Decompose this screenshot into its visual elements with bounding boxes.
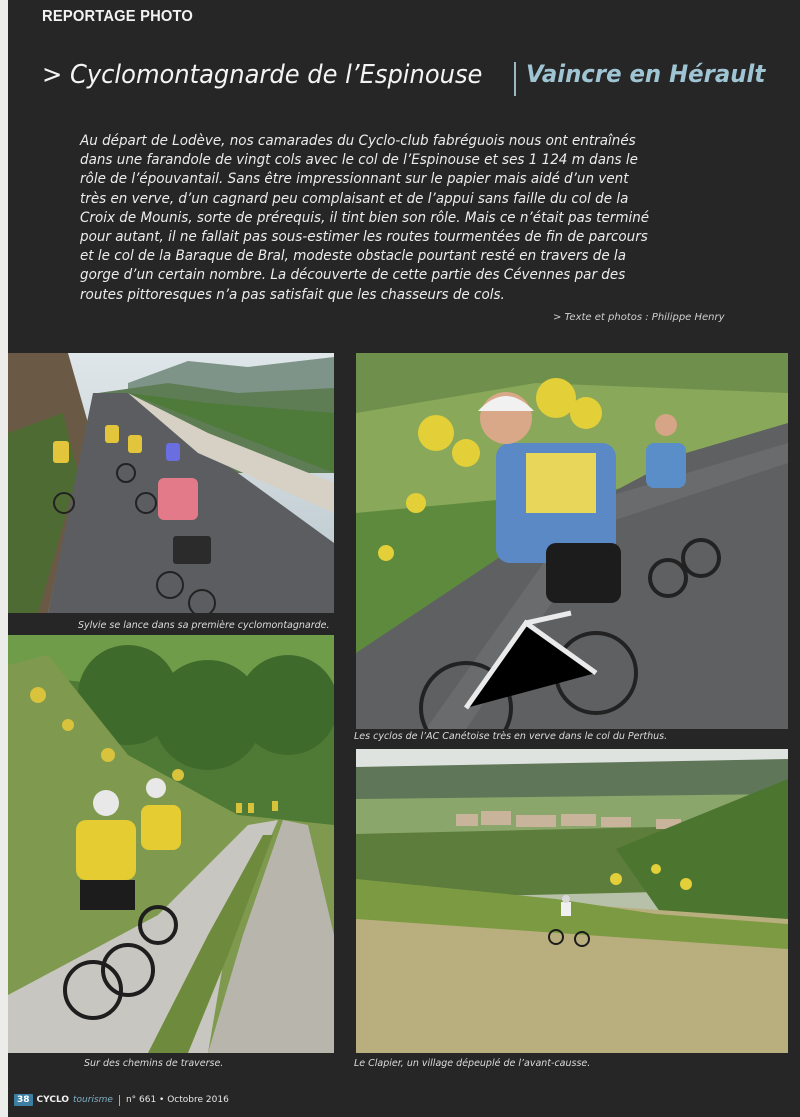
title-accent: Vaincre en Hérault [526,60,766,88]
photo-chemins-traverse [8,635,334,1053]
magazine-brand: CYCLO [36,1095,70,1105]
issue-info: n° 661 • Octobre 2016 [125,1095,229,1105]
intro-line: dans une farandole de vingt cols avec le col de l’Espinouse et ses 1 124 m dans le [80,152,638,169]
intro-line: rôle de l’épouvantail. Sans être impressionnant sur le papier mais aidé d’un vent [80,171,629,188]
photo-col-du-perthus [356,353,788,729]
photo-road-cyclists [8,353,334,613]
title-divider [514,62,516,96]
intro-text [80,132,740,305]
caption-photo1: Sylvie se lance dans sa première cyclomontagnarde. [78,620,330,631]
intro-line: routes pittoresques n’a pas satisfait que les chasseurs de cols. [80,286,505,303]
magazine-brand-suffix: tourisme [73,1095,113,1105]
intro-line: Au départ de Lodève, nos camarades du Cyclo-club fabréguois nous ont entraînés [80,133,636,149]
magazine-page [8,0,800,1117]
caption-photo4: Le Clapier, un village dépeuplé de l’avant-causse. [354,1058,591,1069]
article-title [42,60,766,100]
intro-line: Croix de Mounis, sorte de prérequis, il tint bien son rôle. Mais ce n’était pas terminé [80,209,650,226]
section-label: REPORTAGE PHOTO [42,8,194,25]
intro-line: et le col de la Baraque de Bral, modeste obstacle pourtant resté en travers de la [80,248,626,265]
intro-line: pour autant, il ne fallait pas sous-estimer les routes tourmentées de fin de parcours [80,229,648,246]
footer-divider [119,1095,120,1106]
page-footer [14,1092,229,1108]
photo-le-clapier [356,749,788,1053]
intro-line: très en verve, d’un cagnard peu complaisant et de l’appui sans faille du col de la [80,190,629,207]
caption-photo3: Sur des chemins de traverse. [84,1058,224,1069]
caption-photo2: Les cyclos de l’AC Canétoise très en verve dans le col du Perthus. [354,731,668,742]
intro-line: gorge d’un certain nombre. La découverte de cette partie des Cévennes par des [80,267,626,284]
photo-credit: > Texte et photos : Philippe Henry [553,312,725,323]
page-number: 38 [14,1094,33,1106]
title-main: > Cyclomontagnarde de l’Espinouse [42,60,483,90]
